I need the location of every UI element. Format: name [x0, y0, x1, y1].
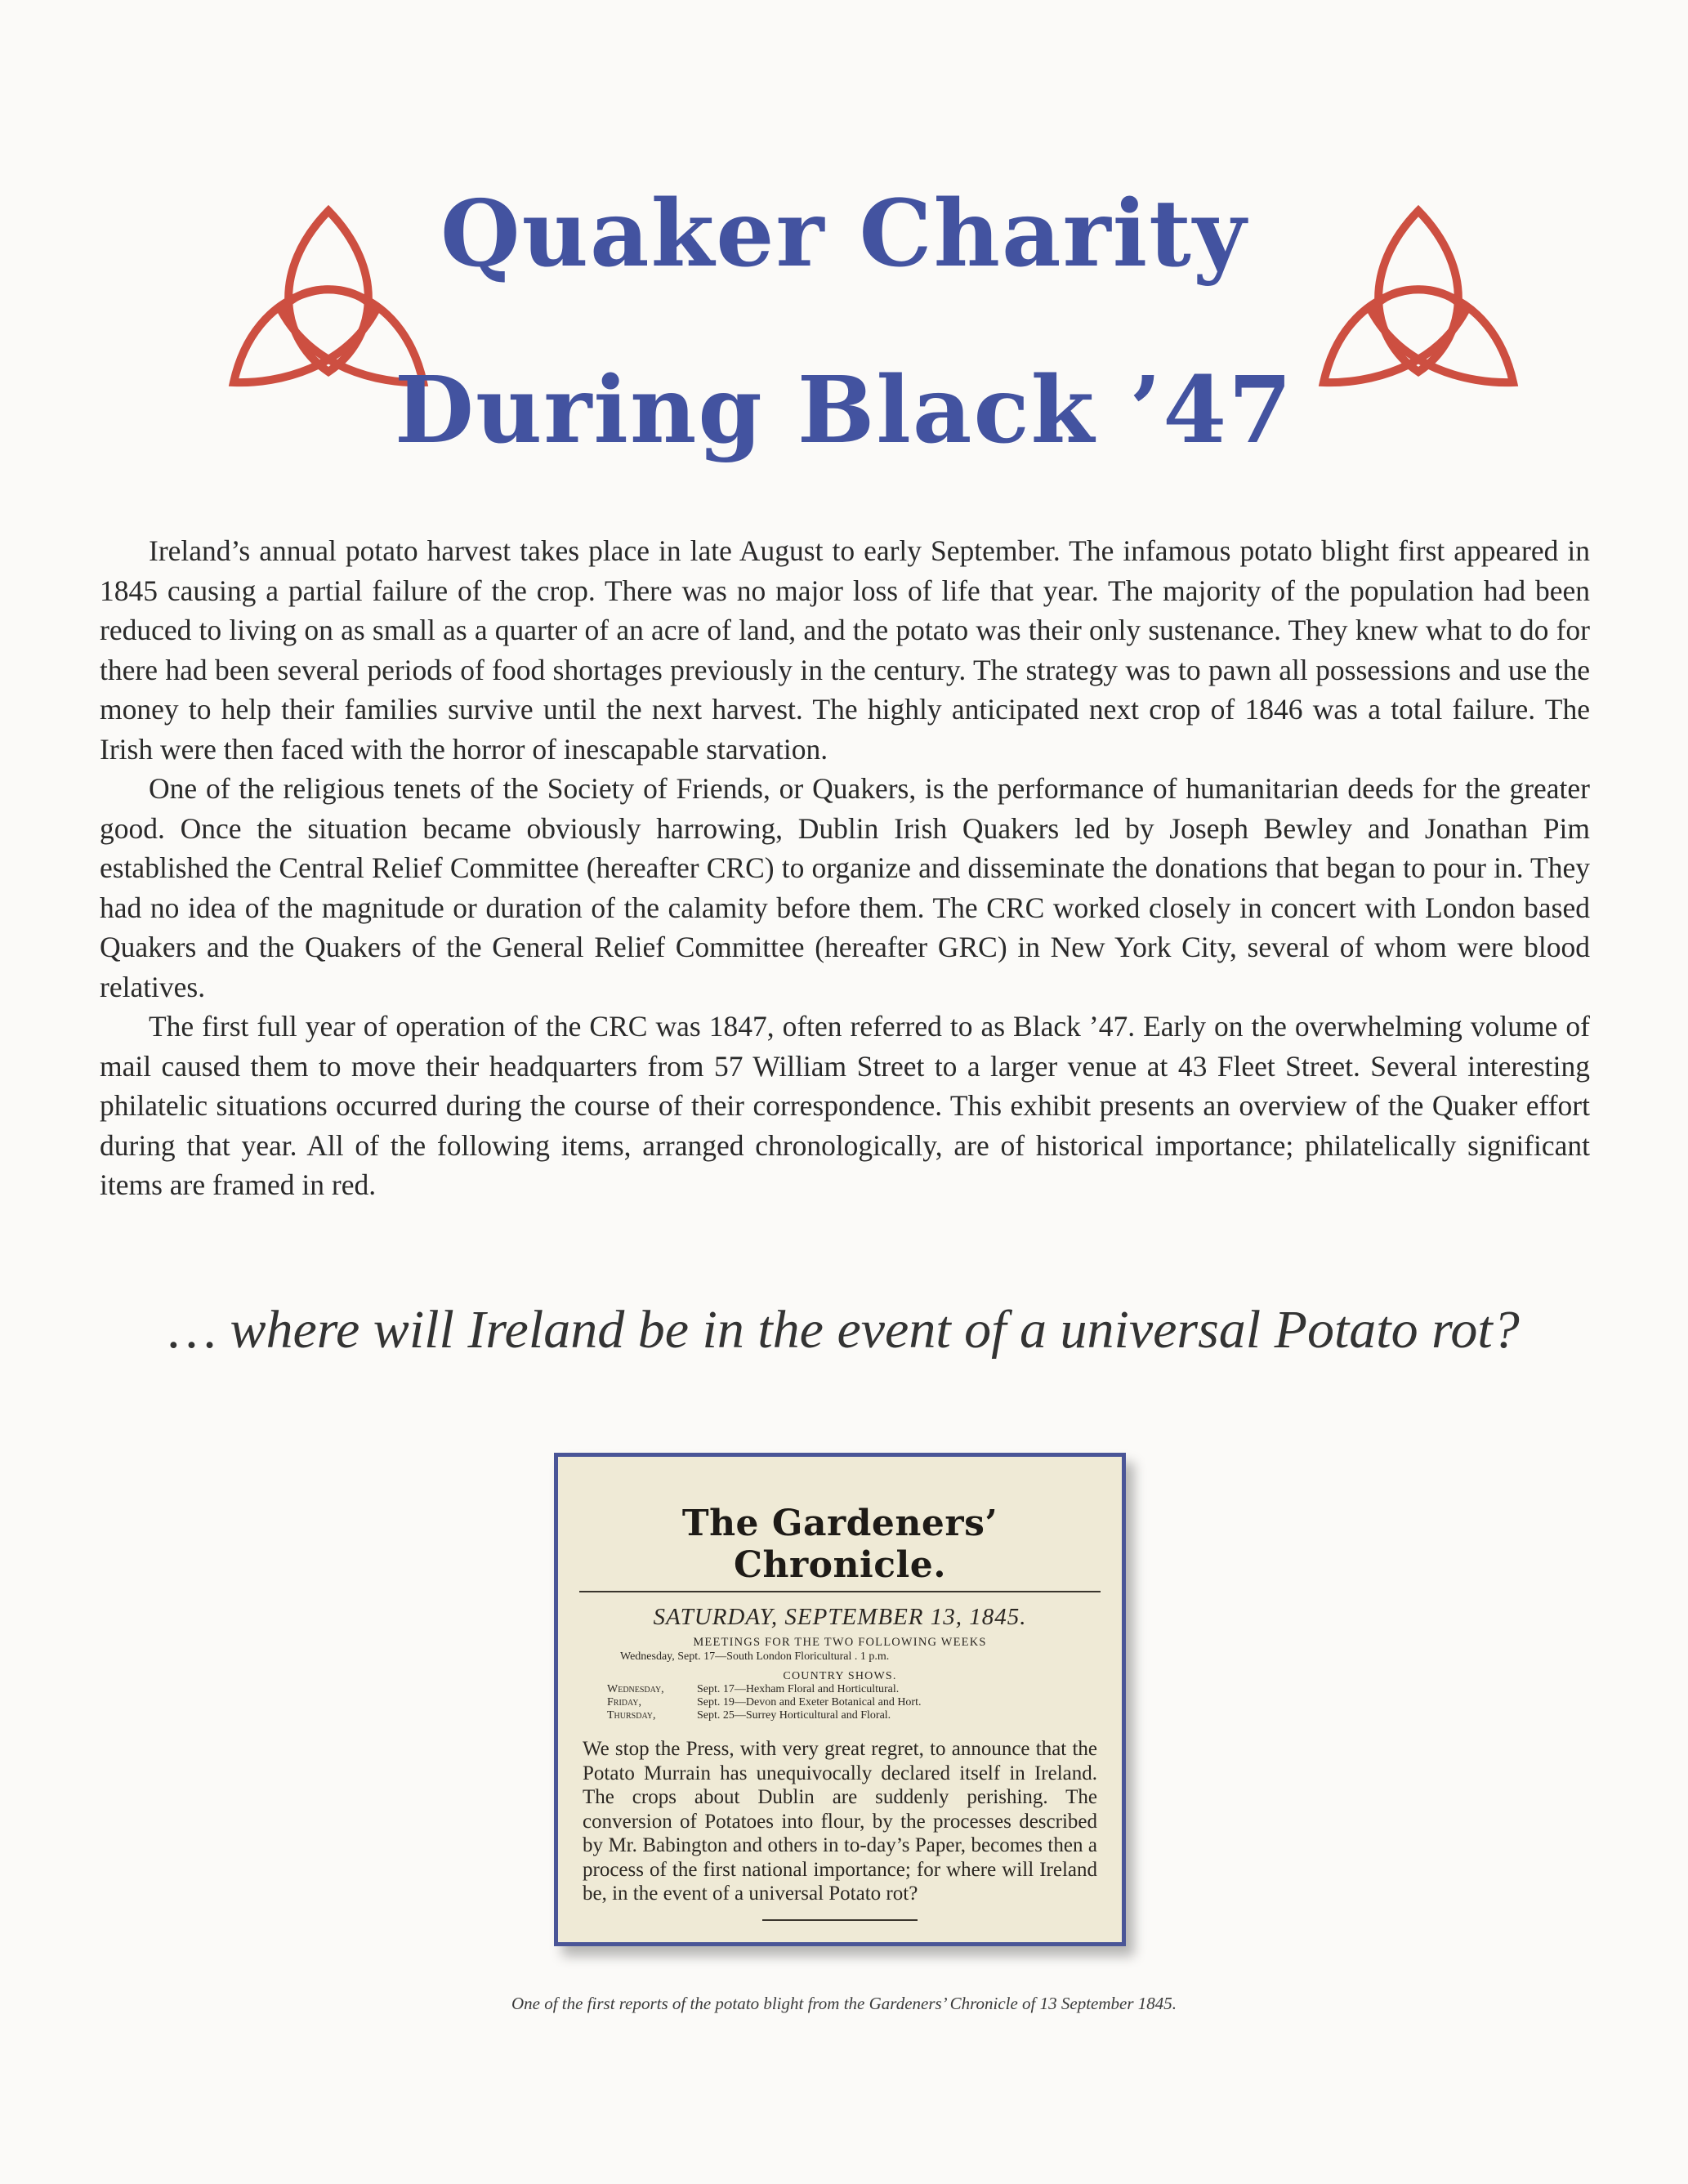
page-title-line-2: During Black ’47 [394, 357, 1294, 464]
image-caption: One of the first reports of the potato blight from the Gardeners’ Chronicle of 13 September 1845. [511, 1994, 1177, 2013]
show-day: Friday, [607, 1696, 642, 1708]
clipping-show-row [579, 1683, 1101, 1696]
clipping-meetings-line: Wednesday, Sept. 17—South London Floricultural . 1 p.m. [620, 1650, 890, 1663]
clipping-divider [762, 1919, 918, 1921]
intro-text [100, 531, 1590, 1205]
clipping-meetings-title: MEETINGS FOR THE TWO FOLLOWING WEEKS [693, 1636, 987, 1649]
clipping-show-row [579, 1709, 1101, 1722]
clipping-shows-title: COUNTRY SHOWS. [783, 1670, 897, 1682]
clipping-date: SATURDAY, SEPTEMBER 13, 1845. [653, 1604, 1027, 1630]
pull-quote: … where will Ireland be in the event of a universal Potato rot? [168, 1300, 1520, 1360]
clipping-show-row [579, 1696, 1101, 1709]
page-title-line-1: Quaker Charity [440, 181, 1248, 288]
show-text: Sept. 19—Devon and Exeter Botanical and Hort. [697, 1696, 922, 1708]
paragraph: One of the religious tenets of the Society of Friends, or Quakers, is the performance of humanitarian deeds for the greater good. Once the situation became obviously harrowing, Dublin Irish Quakers led by Joseph Bewley and Jonathan Pim established the Central Relief Committee (hereafter CRC) to organize and disseminate the donations that began to pour in. They had no idea of the magnitude or duration of the calamity before them. The CRC worked closely in concert with London based Quakers and the Quakers of the General Relief Committee (hereafter GRC) in New York City, several of whom were blood relatives. [100, 772, 1590, 1003]
clipping-body: We stop the Press, with very great regret, to announce that the Potato Murrain has unequivocally declared itself in Ireland. The crops about Dublin are suddenly perishing. The conversion of Potatoes into flour, by the processes described by Mr. Babington and others in to-day’s Paper, becomes then a process of the first national importance; for where will Ireland be, in the event of a universal Potato rot? [583, 1738, 1097, 1905]
paragraph: The first full year of operation of the CRC was 1847, often referred to as Black ’47. Early on the overwhelming volume of mail caused them to move their headquarters from 57 William Street to a larger venue at 43 Fleet Street. Several interesting philatelic situations occurred during the course of their correspondence. This exhibit presents an overview of the Quaker effort during that year. All of the following items, arranged chronologically, are of historical importance; philatelically significant items are framed in red. [100, 1010, 1590, 1201]
show-day: Thursday, [607, 1709, 656, 1722]
paragraph: Ireland’s annual potato harvest takes place in late August to early September. The infamous potato blight first appeared in 1845 causing a partial failure of the crop. There was no major loss of life that year. The majority of the population had been reduced to living on as small as a quarter of an acre of land, and the potato was their only sustenance. They knew what to do for there had been several periods of food shortages previously in the century. The strategy was to pawn all possessions and use the money to help their families survive until the next harvest. The highly anticipated next crop of 1846 was a total failure. The Irish were then faced with the horror of inescapable starvation. [100, 534, 1590, 766]
clipping-masthead: The Gardeners’ Chronicle. [579, 1503, 1101, 1592]
newspaper-clipping [554, 1453, 1126, 1946]
show-text: Sept. 17—Hexham Floral and Horticultural. [697, 1683, 900, 1695]
show-text: Sept. 25—Surrey Horticultural and Floral. [697, 1709, 891, 1722]
show-day: Wednesday, [607, 1683, 664, 1695]
